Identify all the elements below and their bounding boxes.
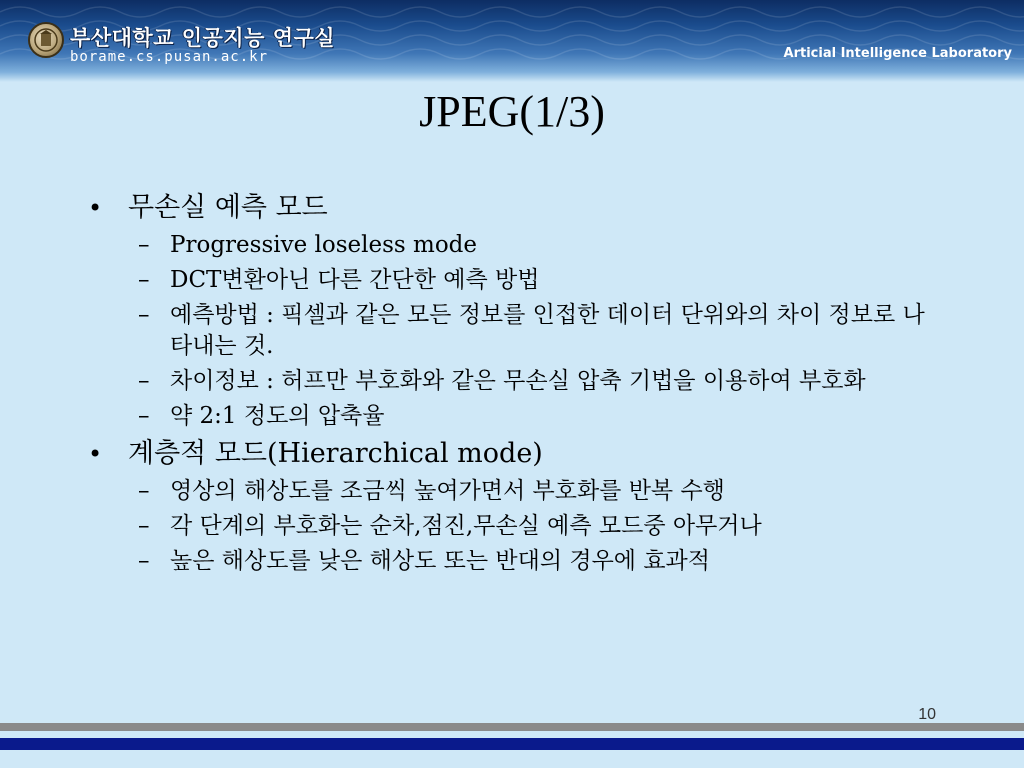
list-item-text: 높은 해상도를 낮은 해상도 또는 반대의 경우에 효과적 bbox=[170, 548, 710, 574]
dash-icon: – bbox=[138, 302, 150, 328]
dash-icon: – bbox=[138, 368, 150, 394]
university-name: 부산대학교 인공지능 연구실 bbox=[70, 26, 336, 50]
section-heading bbox=[88, 190, 938, 226]
list-item-text: 각 단계의 부호화는 순차,점진,무손실 예측 모드중 아무거나 bbox=[170, 513, 762, 539]
list-item bbox=[88, 265, 938, 296]
list-item-text: 약 2:1 정도의 압축율 bbox=[170, 403, 385, 429]
list-item bbox=[88, 546, 938, 577]
dash-icon: – bbox=[138, 513, 150, 539]
slide-title: JPEG(1/3) bbox=[419, 87, 605, 136]
list-item-text: 영상의 해상도를 조금씩 높여가면서 부호화를 반복 수행 bbox=[170, 478, 725, 504]
page-number: 10 bbox=[918, 706, 936, 723]
list-item-text: DCT변환아닌 다른 간단한 예측 방법 bbox=[170, 267, 540, 293]
list-item-text: 예측방법 : 픽셀과 같은 모든 정보를 인접한 데이터 단위와의 차이 정보로 나타내는 것. bbox=[170, 302, 925, 359]
section-heading-text: 계층적 모드(Hierarchical mode) bbox=[128, 438, 543, 469]
list-item bbox=[88, 300, 938, 362]
dash-icon: – bbox=[138, 267, 150, 293]
list-item bbox=[88, 476, 938, 507]
header-banner bbox=[0, 0, 1024, 82]
list-item bbox=[88, 366, 938, 397]
lab-name: Articial Intelligence Laboratory bbox=[783, 46, 1012, 61]
list-item-text: Progressive loseless mode bbox=[170, 232, 478, 258]
list-item bbox=[88, 401, 938, 432]
list-item bbox=[88, 230, 938, 261]
footer-divider-gray bbox=[0, 723, 1024, 731]
dash-icon: – bbox=[138, 403, 150, 429]
section-heading-text: 무손실 예측 모드 bbox=[128, 192, 328, 223]
list-item bbox=[88, 511, 938, 542]
dash-icon: – bbox=[138, 548, 150, 574]
dash-icon: – bbox=[138, 232, 150, 258]
bullet-icon: • bbox=[88, 440, 103, 468]
university-url: borame.cs.pusan.ac.kr bbox=[70, 49, 269, 65]
section-heading bbox=[88, 436, 938, 472]
university-seal-icon bbox=[28, 22, 64, 58]
list-item-text: 차이정보 : 허프만 부호화와 같은 무손실 압축 기법을 이용하여 부호화 bbox=[170, 368, 866, 394]
bullet-icon: • bbox=[88, 194, 103, 222]
dash-icon: – bbox=[138, 478, 150, 504]
footer-divider-blue bbox=[0, 738, 1024, 750]
slide-content bbox=[88, 190, 938, 581]
